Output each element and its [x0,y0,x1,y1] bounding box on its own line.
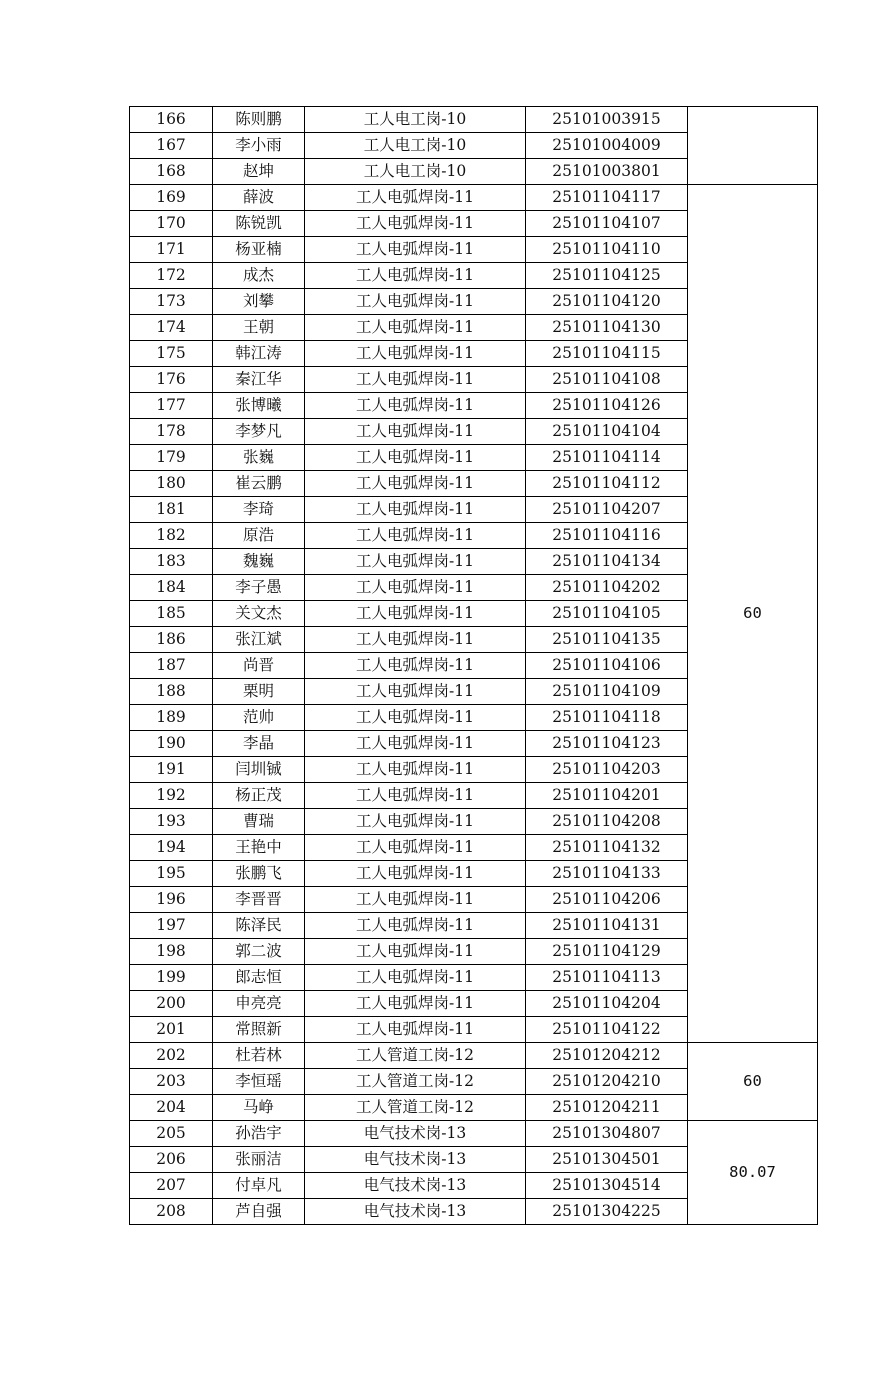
candidate-name-cell: 杨亚楠 [213,237,305,263]
job-post-cell: 工人管道工岗-12 [305,1069,526,1095]
job-post-cell: 工人电弧焊岗-11 [305,731,526,757]
candidate-name-cell: 薛波 [213,185,305,211]
job-post-cell: 电气技术岗-13 [305,1173,526,1199]
job-post-cell: 工人管道工岗-12 [305,1095,526,1121]
job-post-cell: 工人电弧焊岗-11 [305,809,526,835]
row-number-cell: 166 [130,107,213,133]
exam-id-cell: 25101304225 [526,1199,688,1225]
exam-id-cell: 25101104206 [526,887,688,913]
job-post-cell: 电气技术岗-13 [305,1147,526,1173]
job-post-cell: 工人电工岗-10 [305,159,526,185]
row-number-cell: 174 [130,315,213,341]
row-number-cell: 195 [130,861,213,887]
job-post-cell: 工人电弧焊岗-11 [305,757,526,783]
job-post-cell: 工人电弧焊岗-11 [305,237,526,263]
row-number-cell: 208 [130,1199,213,1225]
exam-id-cell: 25101003801 [526,159,688,185]
table-row [130,1043,818,1069]
job-post-cell: 工人电弧焊岗-11 [305,341,526,367]
job-post-cell: 工人电弧焊岗-11 [305,861,526,887]
table-row [130,185,818,211]
candidate-name-cell: 郎志恒 [213,965,305,991]
job-post-cell: 工人电弧焊岗-11 [305,783,526,809]
table-row [130,107,818,133]
job-post-cell: 工人电工岗-10 [305,133,526,159]
exam-id-cell: 25101104126 [526,393,688,419]
exam-id-cell: 25101104125 [526,263,688,289]
row-number-cell: 190 [130,731,213,757]
exam-id-cell: 25101104129 [526,939,688,965]
job-post-cell: 工人电弧焊岗-11 [305,289,526,315]
candidate-name-cell: 栗明 [213,679,305,705]
candidate-name-cell: 王艳中 [213,835,305,861]
candidate-name-cell: 张博曦 [213,393,305,419]
candidate-name-cell: 张江斌 [213,627,305,653]
job-post-cell: 工人管道工岗-12 [305,1043,526,1069]
job-post-cell: 工人电弧焊岗-11 [305,367,526,393]
job-post-cell: 工人电弧焊岗-11 [305,549,526,575]
candidate-name-cell: 陈泽民 [213,913,305,939]
score-cell: 80.07 [688,1121,818,1225]
candidate-name-cell: 魏巍 [213,549,305,575]
exam-id-cell: 25101204210 [526,1069,688,1095]
exam-id-cell: 25101104110 [526,237,688,263]
job-post-cell: 工人电弧焊岗-11 [305,393,526,419]
candidate-name-cell: 秦江华 [213,367,305,393]
row-number-cell: 168 [130,159,213,185]
row-number-cell: 196 [130,887,213,913]
exam-id-cell: 25101104133 [526,861,688,887]
candidate-name-cell: 付卓凡 [213,1173,305,1199]
candidate-name-cell: 李子愚 [213,575,305,601]
exam-id-cell: 25101104202 [526,575,688,601]
exam-id-cell: 25101004009 [526,133,688,159]
job-post-cell: 电气技术岗-13 [305,1199,526,1225]
row-number-cell: 181 [130,497,213,523]
exam-id-cell: 25101104109 [526,679,688,705]
row-number-cell: 173 [130,289,213,315]
row-number-cell: 176 [130,367,213,393]
exam-id-cell: 25101104107 [526,211,688,237]
candidate-name-cell: 张丽洁 [213,1147,305,1173]
candidate-name-cell: 陈锐凯 [213,211,305,237]
row-number-cell: 207 [130,1173,213,1199]
exam-id-cell: 25101104208 [526,809,688,835]
candidate-name-cell: 原浩 [213,523,305,549]
candidate-name-cell: 李小雨 [213,133,305,159]
row-number-cell: 178 [130,419,213,445]
exam-id-cell: 25101104113 [526,965,688,991]
row-number-cell: 171 [130,237,213,263]
candidate-name-cell: 崔云鹏 [213,471,305,497]
candidate-name-cell: 申亮亮 [213,991,305,1017]
exam-id-cell: 25101104203 [526,757,688,783]
candidate-name-cell: 刘攀 [213,289,305,315]
row-number-cell: 192 [130,783,213,809]
row-number-cell: 185 [130,601,213,627]
exam-id-cell: 25101304501 [526,1147,688,1173]
job-post-cell: 工人电弧焊岗-11 [305,887,526,913]
exam-id-cell: 25101104134 [526,549,688,575]
row-number-cell: 169 [130,185,213,211]
job-post-cell: 工人电弧焊岗-11 [305,497,526,523]
job-post-cell: 工人电弧焊岗-11 [305,185,526,211]
job-post-cell: 工人电弧焊岗-11 [305,575,526,601]
candidate-name-cell: 杜若林 [213,1043,305,1069]
row-number-cell: 188 [130,679,213,705]
score-cell [688,107,818,185]
candidate-name-cell: 张鹏飞 [213,861,305,887]
candidate-name-cell: 闫圳铖 [213,757,305,783]
job-post-cell: 工人电弧焊岗-11 [305,939,526,965]
exam-id-cell: 25101104105 [526,601,688,627]
candidate-name-cell: 孙浩宇 [213,1121,305,1147]
job-post-cell: 工人电工岗-10 [305,107,526,133]
candidate-table [129,106,818,1225]
row-number-cell: 202 [130,1043,213,1069]
row-number-cell: 203 [130,1069,213,1095]
job-post-cell: 工人电弧焊岗-11 [305,523,526,549]
row-number-cell: 167 [130,133,213,159]
job-post-cell: 工人电弧焊岗-11 [305,315,526,341]
job-post-cell: 工人电弧焊岗-11 [305,471,526,497]
candidate-name-cell: 尚晋 [213,653,305,679]
exam-id-cell: 25101204212 [526,1043,688,1069]
candidate-name-cell: 芦自强 [213,1199,305,1225]
row-number-cell: 175 [130,341,213,367]
candidate-name-cell: 成杰 [213,263,305,289]
job-post-cell: 工人电弧焊岗-11 [305,991,526,1017]
exam-id-cell: 25101104115 [526,341,688,367]
job-post-cell: 工人电弧焊岗-11 [305,263,526,289]
job-post-cell: 电气技术岗-13 [305,1121,526,1147]
job-post-cell: 工人电弧焊岗-11 [305,445,526,471]
job-post-cell: 工人电弧焊岗-11 [305,913,526,939]
row-number-cell: 198 [130,939,213,965]
row-number-cell: 182 [130,523,213,549]
exam-id-cell: 25101104120 [526,289,688,315]
row-number-cell: 206 [130,1147,213,1173]
row-number-cell: 199 [130,965,213,991]
candidate-name-cell: 马峥 [213,1095,305,1121]
job-post-cell: 工人电弧焊岗-11 [305,627,526,653]
job-post-cell: 工人电弧焊岗-11 [305,965,526,991]
row-number-cell: 179 [130,445,213,471]
score-cell: 60 [688,1043,818,1121]
candidate-name-cell: 赵坤 [213,159,305,185]
row-number-cell: 205 [130,1121,213,1147]
candidate-name-cell: 张巍 [213,445,305,471]
job-post-cell: 工人电弧焊岗-11 [305,835,526,861]
candidate-name-cell: 李琦 [213,497,305,523]
exam-id-cell: 25101104114 [526,445,688,471]
exam-id-cell: 25101104130 [526,315,688,341]
candidate-name-cell: 杨正茂 [213,783,305,809]
exam-id-cell: 25101104135 [526,627,688,653]
candidate-name-cell: 韩江涛 [213,341,305,367]
row-number-cell: 183 [130,549,213,575]
exam-id-cell: 25101104116 [526,523,688,549]
candidate-table-body [130,107,818,1225]
candidate-name-cell: 李晶 [213,731,305,757]
candidate-name-cell: 王朝 [213,315,305,341]
exam-id-cell: 25101304514 [526,1173,688,1199]
exam-id-cell: 25101104132 [526,835,688,861]
job-post-cell: 工人电弧焊岗-11 [305,1017,526,1043]
candidate-name-cell: 李梦凡 [213,419,305,445]
job-post-cell: 工人电弧焊岗-11 [305,653,526,679]
score-cell: 60 [688,185,818,1043]
row-number-cell: 193 [130,809,213,835]
row-number-cell: 200 [130,991,213,1017]
row-number-cell: 172 [130,263,213,289]
exam-id-cell: 25101104122 [526,1017,688,1043]
candidate-name-cell: 曹瑞 [213,809,305,835]
row-number-cell: 186 [130,627,213,653]
candidate-name-cell: 李晋晋 [213,887,305,913]
exam-id-cell: 25101104204 [526,991,688,1017]
row-number-cell: 197 [130,913,213,939]
exam-id-cell: 25101104118 [526,705,688,731]
job-post-cell: 工人电弧焊岗-11 [305,419,526,445]
exam-id-cell: 25101104117 [526,185,688,211]
exam-id-cell: 25101003915 [526,107,688,133]
exam-id-cell: 25101304807 [526,1121,688,1147]
job-post-cell: 工人电弧焊岗-11 [305,679,526,705]
candidate-name-cell: 郭二波 [213,939,305,965]
row-number-cell: 194 [130,835,213,861]
table-row [130,1121,818,1147]
job-post-cell: 工人电弧焊岗-11 [305,705,526,731]
exam-id-cell: 25101104104 [526,419,688,445]
candidate-name-cell: 常照新 [213,1017,305,1043]
exam-id-cell: 25101104201 [526,783,688,809]
exam-id-cell: 25101104207 [526,497,688,523]
row-number-cell: 177 [130,393,213,419]
row-number-cell: 170 [130,211,213,237]
job-post-cell: 工人电弧焊岗-11 [305,601,526,627]
row-number-cell: 180 [130,471,213,497]
exam-id-cell: 25101204211 [526,1095,688,1121]
row-number-cell: 191 [130,757,213,783]
candidate-name-cell: 范帅 [213,705,305,731]
exam-id-cell: 25101104108 [526,367,688,393]
candidate-name-cell: 关文杰 [213,601,305,627]
job-post-cell: 工人电弧焊岗-11 [305,211,526,237]
row-number-cell: 204 [130,1095,213,1121]
row-number-cell: 189 [130,705,213,731]
exam-id-cell: 25101104123 [526,731,688,757]
candidate-name-cell: 陈则鹏 [213,107,305,133]
exam-id-cell: 25101104112 [526,471,688,497]
candidate-name-cell: 李恒瑶 [213,1069,305,1095]
row-number-cell: 201 [130,1017,213,1043]
row-number-cell: 187 [130,653,213,679]
exam-id-cell: 25101104106 [526,653,688,679]
exam-id-cell: 25101104131 [526,913,688,939]
row-number-cell: 184 [130,575,213,601]
